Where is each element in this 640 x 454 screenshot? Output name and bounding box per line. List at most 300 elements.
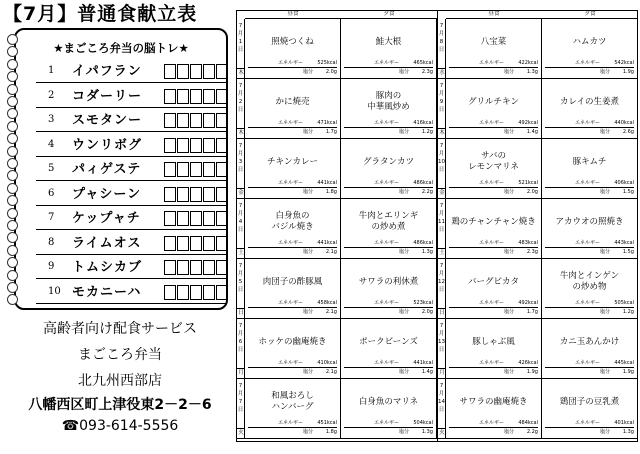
salt-row [449,368,538,376]
meal-dinner [542,259,638,318]
meal-lunch [245,139,341,198]
answer-box[interactable] [216,260,228,275]
quiz-number: 2 [48,89,55,101]
salt-label: 塩分 [302,129,313,135]
answer-box[interactable] [203,211,215,226]
weekday-label: 土 [439,250,445,256]
salt-value: 1.3g [622,429,634,435]
answer-box[interactable] [216,211,228,226]
answer-box[interactable] [190,260,202,275]
answer-box[interactable] [216,187,228,202]
dish-name: サワラの幽庵焼き [459,397,528,407]
answer-boxes [164,89,229,104]
energy-value: 441kcal [413,360,433,366]
energy-label: エネルギー [574,240,600,246]
binder-rings [7,34,19,304]
energy-label: エネルギー [574,420,600,426]
answer-boxes [164,138,229,153]
answer-box[interactable] [203,113,215,128]
quiz-word: ライムオス [72,235,142,251]
day-row [237,379,437,439]
answer-box[interactable] [216,138,228,153]
header-lunch: 昼食 [245,10,341,19]
dish-name: 肉団子の酢豚風 [262,277,323,287]
energy-value: 440kcal [614,120,634,126]
salt-row [248,368,337,376]
salt-value: 1.8g [325,189,337,195]
energy-row [344,419,433,428]
salt-label: 塩分 [503,429,514,435]
answer-box[interactable] [164,260,176,275]
quiz-row [36,283,226,304]
brain-quiz-panel [14,28,228,310]
salt-row [545,368,634,376]
energy-label: エネルギー [373,300,399,306]
energy-row [545,179,634,188]
answer-boxes [164,211,229,226]
salt-row [449,248,538,256]
answer-box[interactable] [203,64,215,79]
quiz-number: 8 [48,236,55,248]
energy-label: エネルギー [277,180,303,186]
ring-icon [7,59,18,70]
salt-row [344,308,433,316]
quiz-row [36,62,226,83]
meal-lunch [446,139,542,198]
energy-row [545,239,634,248]
salt-label: 塩分 [503,369,514,375]
salt-row [344,128,433,136]
answer-box[interactable] [177,260,189,275]
answer-box[interactable] [164,236,176,251]
energy-label: エネルギー [277,60,303,66]
quiz-row [36,136,226,157]
meal-dinner [542,139,638,198]
answer-box[interactable] [177,162,189,177]
dish-name: 照焼つくね [271,37,314,47]
salt-value: 2.0g [526,189,538,195]
meal-dinner [341,79,437,138]
salt-value: 2.1g [325,249,337,255]
answer-box[interactable] [177,64,189,79]
shop-name: まごころ弁当 [78,347,162,363]
salt-row [344,368,433,376]
salt-label: 塩分 [302,189,313,195]
salt-value: 2.2g [526,429,538,435]
energy-value: 416kcal [413,120,433,126]
energy-value: 492kcal [518,120,538,126]
energy-row [344,299,433,308]
energy-row [344,359,433,368]
energy-label: エネルギー [277,300,303,306]
answer-box[interactable] [177,285,189,300]
salt-label: 塩分 [398,429,409,435]
energy-label: エネルギー [478,180,504,186]
energy-value: 486kcal [413,240,433,246]
dish-name: ハムカツ [572,37,607,47]
energy-label: エネルギー [574,360,600,366]
ring-icon [7,133,18,144]
dish-name: 鮭大根 [375,37,402,47]
energy-label: エネルギー [277,360,303,366]
salt-row [545,188,634,196]
ring-icon [7,158,18,169]
dish-name: カニ玉あんかけ [559,337,620,347]
answer-box[interactable] [190,89,202,104]
ring-icon [7,232,18,243]
energy-label: エネルギー [478,60,504,66]
energy-row [545,299,634,308]
weekday-label: 日 [439,310,445,316]
answer-box[interactable] [203,89,215,104]
quiz-row [36,209,226,230]
salt-value: 1.2g [622,309,634,315]
energy-value: 401kcal [614,420,634,426]
energy-row [545,119,634,128]
answer-box[interactable] [203,236,215,251]
quiz-row [36,111,226,132]
dish-name: かに焼売 [275,97,310,107]
dish-name: ポークビーンズ [359,337,418,347]
dish-name: 豚キムチ [572,157,607,167]
weekday-label: 金 [238,190,244,196]
energy-value: 426kcal [518,360,538,366]
meal-dinner [542,79,638,138]
energy-value: 504kcal [413,420,433,426]
date-label: 7月14日 [438,379,446,438]
answer-box[interactable] [164,211,176,226]
weekday-label: 土 [238,250,244,256]
dish-name: 鶏団子の豆乳煮 [559,397,620,407]
energy-row [449,359,538,368]
answer-boxes [164,236,229,251]
date-label: 7月12日 [438,259,446,318]
salt-value: 1.3g [421,429,433,435]
salt-row [344,188,433,196]
meal-dinner [341,379,437,438]
answer-box[interactable] [190,236,202,251]
salt-label: 塩分 [302,249,313,255]
day-row [237,319,437,379]
dish-name: 和風おろし ハンバーグ [271,391,314,412]
salt-value: 1.7g [325,129,337,135]
energy-value: 484kcal [518,420,538,426]
energy-value: 483kcal [518,240,538,246]
energy-label: エネルギー [373,240,399,246]
answer-box[interactable] [190,113,202,128]
answer-box[interactable] [164,89,176,104]
answer-boxes [164,113,229,128]
energy-label: エネルギー [478,240,504,246]
quiz-number: 10 [48,285,61,297]
answer-box[interactable] [164,187,176,202]
date-label: 7月5日 [237,259,245,318]
salt-row [449,68,538,76]
answer-box[interactable] [177,187,189,202]
meal-dinner [542,19,638,78]
salt-row [344,68,433,76]
salt-label: 塩分 [599,429,610,435]
salt-row [248,128,337,136]
salt-label: 塩分 [503,189,514,195]
meal-dinner [542,379,638,438]
dish-name: 白身魚の バジル焼き [271,211,314,232]
header-lunch: 昼食 [446,10,542,19]
quiz-number: 9 [48,261,55,272]
answer-box[interactable] [203,187,215,202]
ring-icon [7,257,18,268]
energy-row [344,119,433,128]
energy-row [449,179,538,188]
meal-lunch [245,319,341,378]
day-row [438,259,638,319]
answer-box[interactable] [216,285,228,300]
answer-box[interactable] [177,236,189,251]
salt-row [248,188,337,196]
meal-lunch [245,259,341,318]
energy-row [449,239,538,248]
salt-label: 塩分 [599,309,610,315]
energy-value: 486kcal [413,180,433,186]
energy-label: エネルギー [478,360,504,366]
header-dinner: 夕食 [341,10,437,19]
answer-box[interactable] [164,285,176,300]
salt-label: 塩分 [503,69,514,75]
menu-column-week2 [437,11,638,441]
answer-box[interactable] [190,285,202,300]
day-row [438,139,638,199]
answer-box[interactable] [177,138,189,153]
dish-name: サワラの利休煮 [358,277,419,287]
salt-value: 2.2g [421,189,433,195]
answer-box[interactable] [190,211,202,226]
dish-name: グリルチキン [468,97,519,107]
energy-label: エネルギー [574,120,600,126]
meal-lunch [446,79,542,138]
weekday-label: 火 [439,430,445,436]
energy-value: 505kcal [614,300,634,306]
energy-value: 441kcal [317,180,337,186]
energy-row [248,59,337,68]
salt-row [449,128,538,136]
salt-value: 1.9g [622,369,634,375]
salt-row [449,188,538,196]
date-label: 7月11日 [438,199,446,258]
energy-value: 458kcal [317,300,337,306]
quiz-row [36,185,226,206]
menu-column-week1 [237,11,437,441]
salt-value: 1.5g [622,249,634,255]
date-label: 7月6日 [237,319,245,378]
answer-box[interactable] [177,113,189,128]
salt-label: 塩分 [398,369,409,375]
energy-row [545,359,634,368]
salt-row [449,428,538,436]
answer-box[interactable] [164,138,176,153]
dish-name: 牛肉とインゲン の炒め物 [559,271,620,292]
quiz-word: ウンリボグ [72,137,143,153]
energy-label: エネルギー [277,240,303,246]
quiz-word: コダーリー [72,88,143,104]
salt-value: 2.3g [421,69,433,75]
ring-icon [7,294,18,305]
shop-address: 八幡西区町上津役東2－2－6 [28,397,212,413]
ring-icon [7,170,18,181]
energy-row [545,419,634,428]
dish-name: 牛肉とエリンギ の炒め煮 [358,211,419,232]
salt-value: 1.5g [622,189,634,195]
energy-row [449,59,538,68]
day-row [237,19,437,79]
meal-lunch [446,319,542,378]
date-label: 7月1日 [237,19,245,78]
meal-dinner [542,319,638,378]
energy-value: 542kcal [614,60,634,66]
salt-label: 塩分 [302,429,313,435]
energy-row [344,59,433,68]
answer-box[interactable] [177,211,189,226]
day-row [237,199,437,259]
answer-box[interactable] [164,162,176,177]
salt-value: 1.4g [526,129,538,135]
answer-box[interactable] [190,138,202,153]
energy-label: エネルギー [373,60,399,66]
answer-box[interactable] [190,162,202,177]
energy-label: エネルギー [373,120,399,126]
salt-label: 塩分 [599,129,610,135]
quiz-word: パィゲステ [72,162,142,177]
energy-row [449,419,538,428]
salt-label: 塩分 [503,249,514,255]
ring-icon [7,84,18,95]
dish-name: 豚しゃぶ風 [472,337,515,347]
salt-value: 2.1g [325,369,337,375]
answer-box[interactable] [203,260,215,275]
weekday-label: 木 [238,130,244,136]
ring-icon [7,282,18,293]
salt-label: 塩分 [302,309,313,315]
energy-label: エネルギー [574,180,600,186]
answer-box[interactable] [203,162,215,177]
quiz-number: 5 [48,163,55,174]
meal-lunch [446,259,542,318]
salt-value: 2.3g [526,249,538,255]
salt-row [545,68,634,76]
answer-boxes [164,162,229,177]
answer-box[interactable] [164,64,176,79]
ring-icon [7,195,18,206]
ring-icon [7,146,18,157]
ring-icon [7,121,18,132]
meal-lunch [245,199,341,258]
meal-lunch [245,19,341,78]
ring-icon [7,71,18,82]
energy-row [344,239,433,248]
ring-icon [7,108,18,119]
service-label: 高齢者向け配食サービス [43,321,197,337]
day-row [438,379,638,439]
meal-dinner [341,19,437,78]
energy-value: 451kcal [317,420,337,426]
energy-label: エネルギー [373,420,399,426]
quiz-row [36,234,226,255]
dish-name: アカウオの照焼き [555,217,624,227]
energy-value: 410kcal [317,360,337,366]
dish-name: ホッケの幽庵焼き [258,337,327,347]
salt-value: 2.0g [421,309,433,315]
energy-row [449,299,538,308]
energy-label: エネルギー [277,120,303,126]
energy-label: エネルギー [478,420,504,426]
salt-row [545,428,634,436]
salt-row [344,428,433,436]
answer-box[interactable] [190,187,202,202]
answer-boxes [164,260,229,275]
page-title: 【7月】普通食献立表 [3,3,198,25]
quiz-number: 3 [48,114,55,125]
ring-icon [7,96,18,107]
ring-icon [7,245,18,256]
answer-box[interactable] [190,64,202,79]
answer-boxes [164,187,229,202]
dish-name: サバの レモンマリネ [468,151,519,172]
salt-value: 1.7g [526,309,538,315]
quiz-row [36,87,226,108]
dish-name: 白身魚のマリネ [358,397,419,407]
salt-row [545,308,634,316]
header-dinner: 夕食 [542,10,638,19]
answer-box[interactable] [216,113,228,128]
quiz-number: 4 [48,138,55,150]
salt-label: 塩分 [599,369,610,375]
energy-value: 422kcal [518,60,538,66]
salt-row [248,428,337,436]
salt-row [449,308,538,316]
salt-label: 塩分 [398,249,409,255]
salt-label: 塩分 [398,69,409,75]
answer-box[interactable] [216,89,228,104]
salt-value: 1.3g [526,69,538,75]
energy-row [344,179,433,188]
answer-box[interactable] [216,64,228,79]
salt-value: 1.8g [325,429,337,435]
weekday-label: 木 [238,70,244,76]
salt-row [545,128,634,136]
salt-row [248,248,337,256]
energy-value: 406kcal [614,180,634,186]
answer-box[interactable] [164,113,176,128]
energy-value: 521kcal [518,180,538,186]
dish-name: 豚肉の 中華風炒め [367,91,410,112]
answer-box[interactable] [216,236,228,251]
answer-box[interactable] [203,138,215,153]
date-label: 7月2日 [237,79,245,138]
meal-lunch [446,199,542,258]
branch-name: 北九州西部店 [78,373,162,389]
salt-label: 塩分 [503,129,514,135]
date-label: 7月7日 [237,379,245,438]
answer-box[interactable] [203,285,215,300]
salt-label: 塩分 [503,309,514,315]
answer-box[interactable] [216,162,228,177]
answer-box[interactable] [177,89,189,104]
energy-row [248,119,337,128]
energy-label: エネルギー [478,120,504,126]
quiz-word: イパフラン [72,64,142,79]
dish-name: カレイの生姜煮 [559,97,620,107]
weekday-label: 火 [238,430,244,436]
ring-icon [7,34,18,45]
